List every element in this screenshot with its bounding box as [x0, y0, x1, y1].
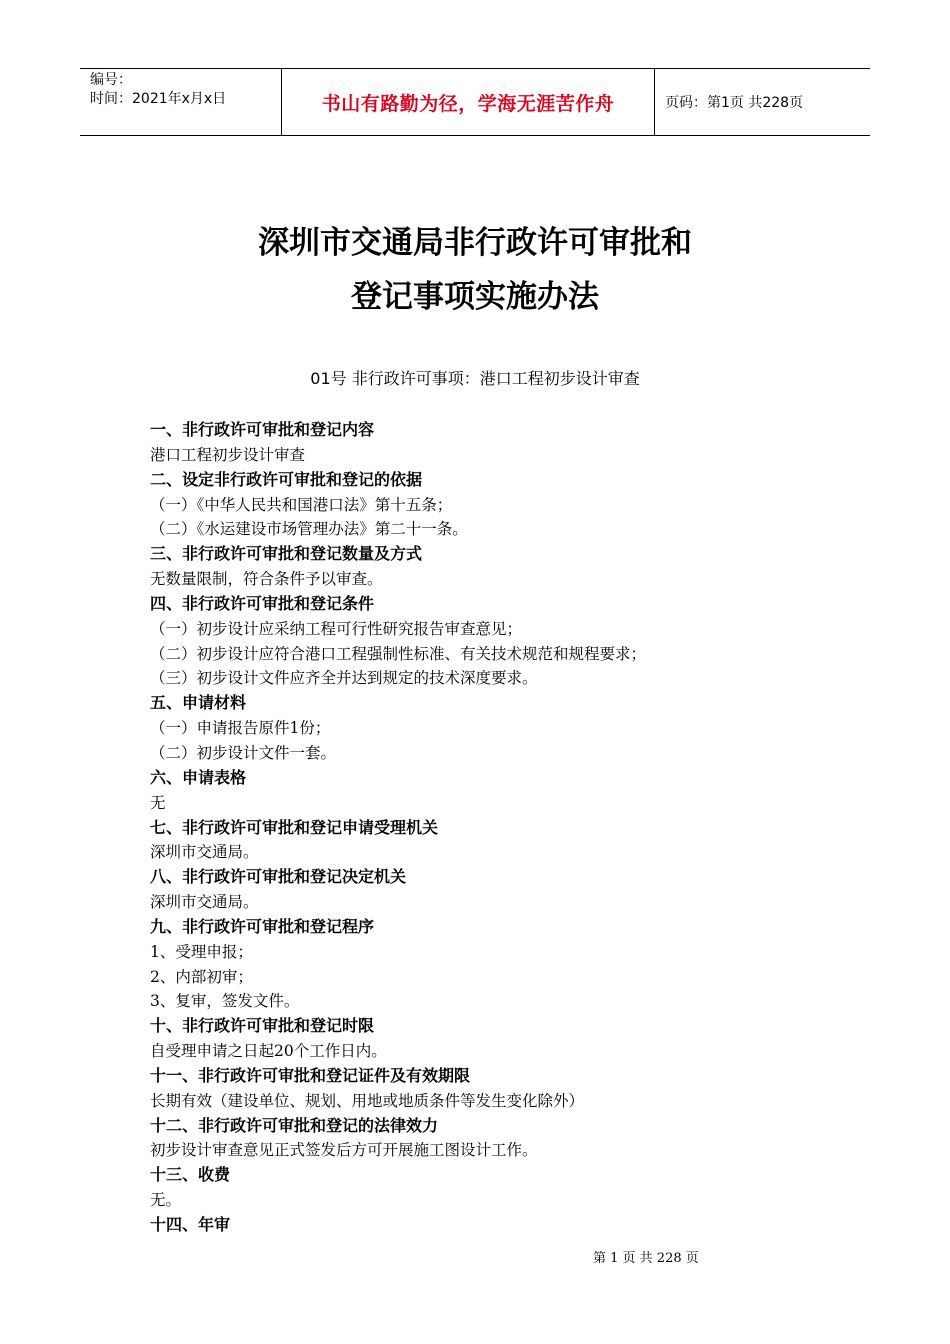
- section-heading: 五、申请材料: [150, 693, 247, 713]
- section-line: （二）初步设计文件一套。: [150, 743, 337, 762]
- document-number-label: 编号：: [90, 72, 132, 88]
- section-heading: 八、非行政许可审批和登记决定机关: [150, 867, 407, 887]
- section-line: 无数量限制，符合条件予以审查。: [150, 570, 383, 589]
- header-page-info: 页码：第1页 共228页: [665, 95, 804, 111]
- header-motto: 书山有路勤为径，学海无涯苦作舟: [282, 69, 655, 135]
- section-line: 深圳市交通局。: [150, 843, 259, 862]
- document-title-line-2: 登记事项实施办法: [351, 279, 599, 315]
- section-line: （一）申请报告原件1份；: [150, 719, 331, 738]
- section-line: （二）初步设计应符合港口工程强制性标准、有关技术规范和规程要求；: [150, 644, 647, 663]
- section-line: 深圳市交通局。: [150, 893, 259, 912]
- page-header: [80, 68, 870, 136]
- section-line: （一）初步设计应采纳工程可行性研究报告审查意见；: [150, 619, 523, 638]
- section-line: 长期有效（建设单位、规划、用地或地质条件等发生变化除外）: [150, 1091, 585, 1110]
- section-heading: 七、非行政许可审批和登记申请受理机关: [150, 817, 439, 837]
- section-line: 3、复审，签发文件。: [150, 992, 300, 1011]
- section-line: 2、内部初审；: [150, 967, 253, 986]
- section-heading: 九、非行政许可审批和登记程序: [150, 916, 375, 936]
- section-heading: 十一、非行政许可审批和登记证件及有效期限: [150, 1065, 471, 1085]
- header-meta: [80, 69, 282, 135]
- section-heading: 十二、非行政许可审批和登记的法律效力: [150, 1115, 439, 1135]
- section-heading: 四、非行政许可审批和登记条件: [150, 593, 375, 613]
- section-line: 港口工程初步设计审查: [150, 445, 306, 464]
- document-body: [150, 418, 870, 1238]
- document-time-label: 时间：2021年x月x日: [90, 91, 227, 107]
- section-heading: 十、非行政许可审批和登记时限: [150, 1016, 375, 1036]
- section-heading: 一、非行政许可审批和登记内容: [150, 420, 375, 439]
- section-line: 1、受理申报；: [150, 942, 253, 961]
- section-heading: 二、设定非行政许可审批和登记的依据: [150, 469, 423, 489]
- document-title-line-1: 深圳市交通局非行政许可审批和: [258, 225, 692, 261]
- section-line: 无: [150, 793, 166, 812]
- section-heading: 十四、年审: [150, 1215, 231, 1234]
- section-heading: 三、非行政许可审批和登记数量及方式: [150, 544, 423, 564]
- section-line: （二）《水运建设市场管理办法》第二十一条。: [150, 520, 468, 539]
- section-heading: 六、申请表格: [150, 767, 247, 787]
- section-line: 无。: [150, 1191, 182, 1210]
- section-line: （一）《中华人民共和国港口法》第十五条；: [150, 495, 453, 514]
- section-line: （三）初步设计文件应齐全并达到规定的技术深度要求。: [150, 669, 538, 688]
- section-line: 初步设计审查意见正式签发后方可开展施工图设计工作。: [150, 1141, 538, 1160]
- document-subtitle: 01号 非行政许可事项：港口工程初步设计审查: [310, 369, 640, 388]
- page-footer: 第 1 页 共 228 页: [593, 1251, 699, 1266]
- section-line: 自受理申请之日起20个工作日内。: [150, 1042, 387, 1061]
- section-heading: 十三、收费: [150, 1165, 231, 1185]
